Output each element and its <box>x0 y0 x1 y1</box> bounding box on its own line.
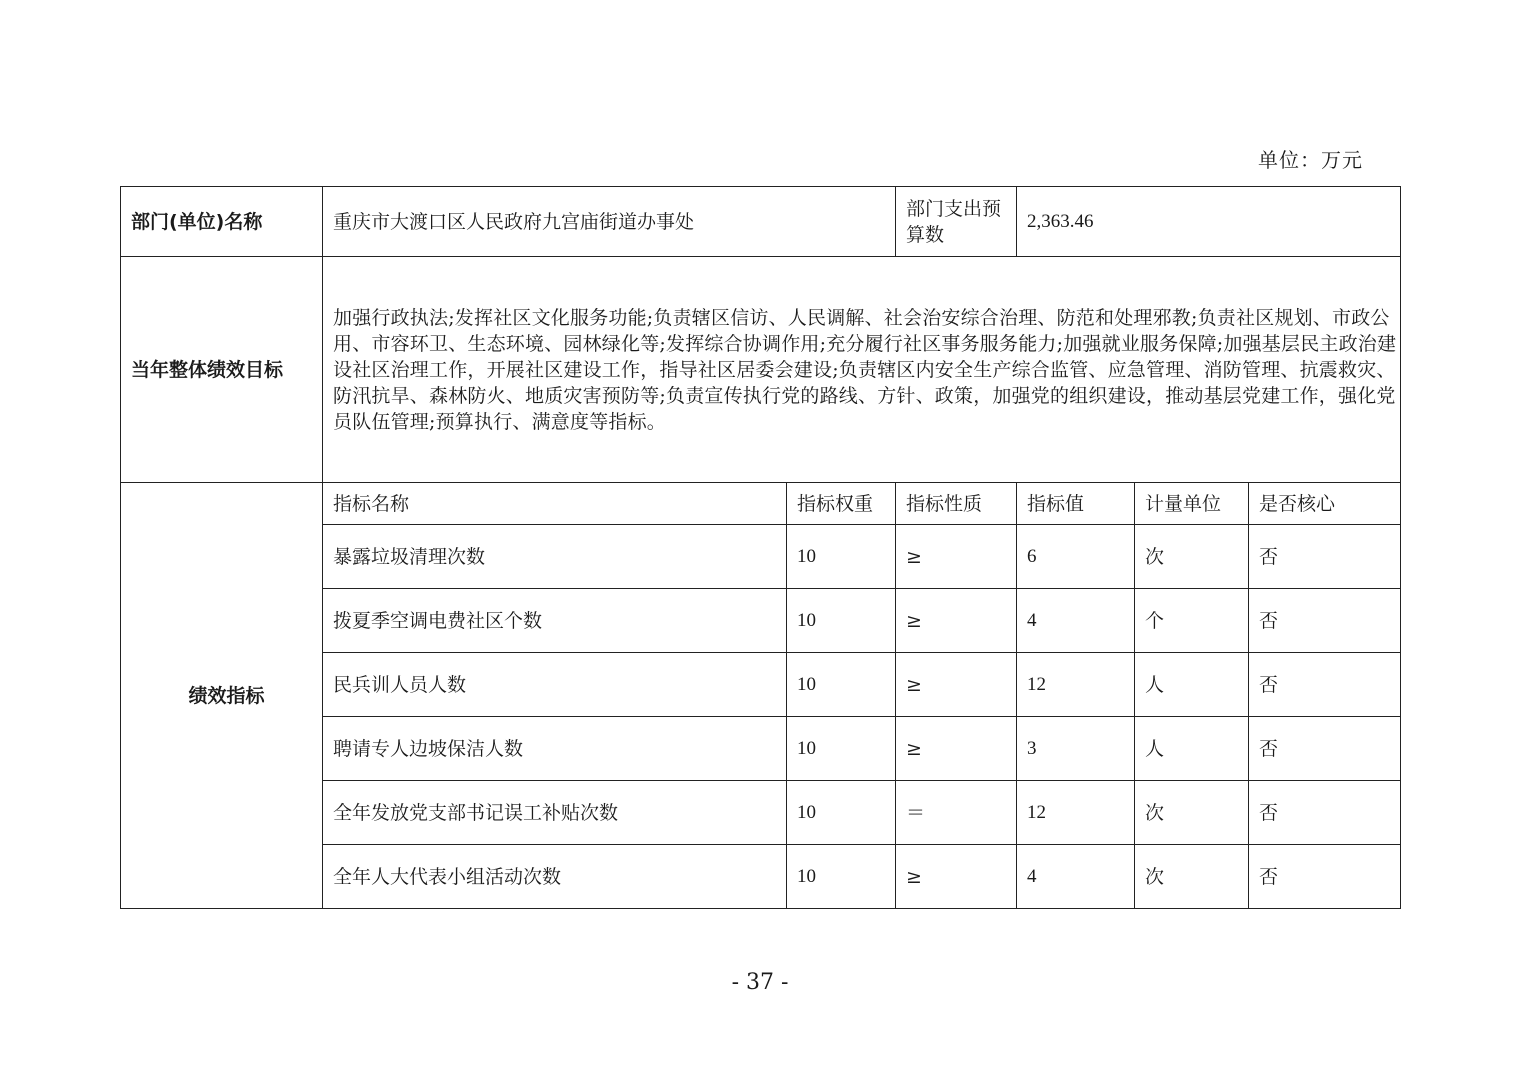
budget-label: 部门支出预算数 <box>896 187 1017 257</box>
indicator-header-row <box>121 483 1401 525</box>
indicator-core: 否 <box>1249 717 1401 781</box>
column-header: 指标性质 <box>896 483 1017 525</box>
indicator-value: 4 <box>1017 845 1135 909</box>
indicator-name: 全年发放党支部书记误工补贴次数 <box>323 781 787 845</box>
indicators-label: 绩效指标 <box>121 483 323 909</box>
indicator-name: 暴露垃圾清理次数 <box>323 525 787 589</box>
dept-name-value: 重庆市大渡口区人民政府九宫庙街道办事处 <box>323 187 896 257</box>
indicator-weight: 10 <box>787 717 896 781</box>
page-number: - 37 - <box>731 970 789 995</box>
indicator-unit: 人 <box>1135 653 1249 717</box>
indicator-unit: 个 <box>1135 589 1249 653</box>
column-header: 计量单位 <box>1135 483 1249 525</box>
indicator-value: 12 <box>1017 781 1135 845</box>
indicator-weight: 10 <box>787 653 896 717</box>
indicator-core: 否 <box>1249 845 1401 909</box>
indicator-value: 12 <box>1017 653 1135 717</box>
indicator-nature: ＝ <box>896 781 1017 845</box>
indicator-unit: 次 <box>1135 525 1249 589</box>
indicator-nature: ≥ <box>896 653 1017 717</box>
indicator-nature: ≥ <box>896 845 1017 909</box>
indicator-weight: 10 <box>787 525 896 589</box>
header-row <box>121 187 1401 257</box>
column-header: 指标值 <box>1017 483 1135 525</box>
goal-label: 当年整体绩效目标 <box>121 257 323 483</box>
column-header: 是否核心 <box>1249 483 1401 525</box>
budget-value: 2,363.46 <box>1017 187 1401 257</box>
indicator-unit: 次 <box>1135 845 1249 909</box>
unit-label: 单位：万元 <box>1258 148 1363 172</box>
indicator-nature: ≥ <box>896 589 1017 653</box>
indicator-name: 拨夏季空调电费社区个数 <box>323 589 787 653</box>
column-header: 指标权重 <box>787 483 896 525</box>
indicator-value: 6 <box>1017 525 1135 589</box>
dept-name-label: 部门(单位)名称 <box>121 187 323 257</box>
goal-text: 加强行政执法;发挥社区文化服务功能;负责辖区信访、人民调解、社会治安综合治理、防范和处理邪教;负责社区规划、市政公用、市容环卫、生态环境、园林绿化等;发挥综合协调作用;充分履行社区事务服务能力;加强就业服务保障;加强基层民主政治建设社区治理工作，开展社区建设工作，指导社区居委会建设;负责辖区内安全生产综合监管、应急管理、消防管理、抗震救灾、防汛抗旱、森林防火、地质灾害预防等;负责宣传执行党的路线、方针、政策，加强党的组织建设，推动基层党建工作，强化党员队伍管理;预算执行、满意度等指标。 <box>323 257 1401 483</box>
performance-table <box>120 186 1401 909</box>
indicator-unit: 人 <box>1135 717 1249 781</box>
indicator-weight: 10 <box>787 781 896 845</box>
indicator-core: 否 <box>1249 525 1401 589</box>
indicator-core: 否 <box>1249 589 1401 653</box>
goal-row <box>121 257 1401 483</box>
indicator-name: 聘请专人边坡保洁人数 <box>323 717 787 781</box>
indicator-nature: ≥ <box>896 525 1017 589</box>
indicator-name: 民兵训人员人数 <box>323 653 787 717</box>
indicator-core: 否 <box>1249 781 1401 845</box>
indicator-weight: 10 <box>787 589 896 653</box>
indicator-unit: 次 <box>1135 781 1249 845</box>
indicator-value: 4 <box>1017 589 1135 653</box>
indicator-name: 全年人大代表小组活动次数 <box>323 845 787 909</box>
indicator-nature: ≥ <box>896 717 1017 781</box>
indicator-value: 3 <box>1017 717 1135 781</box>
indicator-core: 否 <box>1249 653 1401 717</box>
column-header: 指标名称 <box>323 483 787 525</box>
indicator-weight: 10 <box>787 845 896 909</box>
